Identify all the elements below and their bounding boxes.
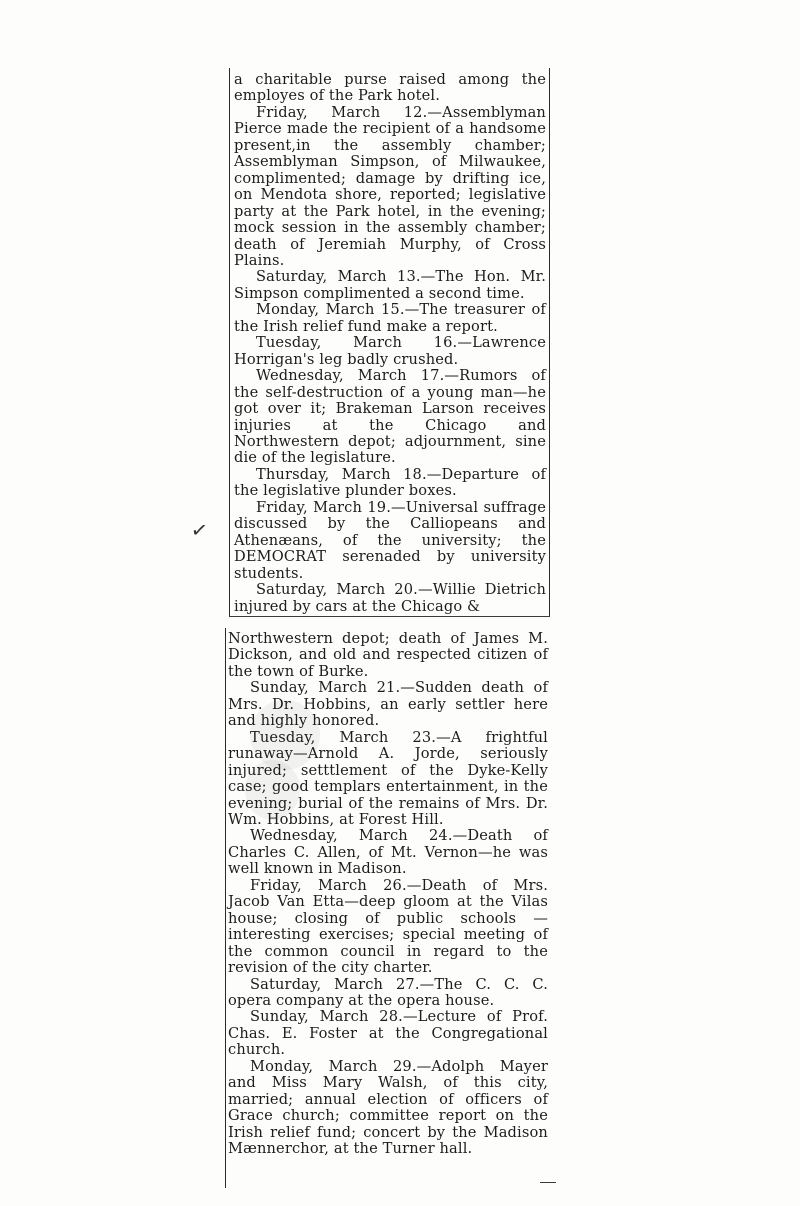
clipping-paragraph: Northwestern depot; death of James M. Dickson, and old and respected citizen of the town of Burke. xyxy=(228,630,548,680)
clipping-paragraph: Tuesday, March 16.—Lawrence Horrigan's leg badly crushed. xyxy=(234,334,546,368)
clipping-paragraph: Wednesday, March 24.—Death of Charles C. Allen, of Mt. Vernon—he was well known in Madison. xyxy=(228,827,548,878)
clipping-paragraph: Friday, March 12.—Assemblyman Pierce made the recipient of a handsome present,in the assembly chamber; Assemblyman Simpson, of Milwaukee, complimented; damage by drifting ice, on Mendota shore, reported; legislative party at the Park hotel, in the evening; mock session in the assembly chamber; death of Jeremiah Murphy, of Cross Plains. xyxy=(234,103,546,269)
handwritten-check-mark: ✓ xyxy=(189,516,210,544)
clipping-paragraph: Wednesday, March 17.—Rumors of the self-destruction of a young man—he got over it; Brakeman Larson receives injuries at the Chicago and Northwestern depot; adjournment, sine die of the legislature. xyxy=(234,367,546,467)
top-clipping-left-edge xyxy=(229,68,230,616)
clipping-paragraph: Sunday, March 21.—Sudden death of Mrs. Dr. Hobbins, an early settler here and highly honored. xyxy=(228,679,548,730)
clipping-paragraph: Saturday, March 13.—The Hon. Mr. Simpson complimented a second time. xyxy=(234,268,546,302)
clipping-paragraph: Sunday, March 28.—Lecture of Prof. Chas. E. Foster at the Congregational church. xyxy=(228,1008,548,1059)
clipping-paragraph: Friday, March 19.—Universal suffrage discussed by the Calliopeans and Athenæans, of the university; the DEMOCRAT serenaded by university students. xyxy=(234,498,546,582)
clipping-paragraph: Monday, March 29.—Adolph Mayer and Miss Mary Walsh, of this city, married; annual election of officers of Grace church; committee report on the Irish relief fund; concert by the Madison Mænnerchor, at the Turner hall. xyxy=(228,1057,548,1158)
clipping-paragraph: Monday, March 15.—The treasurer of the Irish relief fund make a report. xyxy=(234,301,546,335)
clipping-paragraph: Tuesday, March 23.—A frightful runaway—Arnold A. Jorde, seriously injured; setttlement of the Dyke-Kelly case; good templars entertainment, in the evening; burial of the remains of Mrs. Dr. Wm. Hobbins, at Forest Hill. xyxy=(228,728,548,828)
clipping-paragraph: Saturday, March 20.—Willie Dietrich injured by cars at the Chicago & xyxy=(234,581,546,615)
top-clipping-bottom-edge xyxy=(229,616,550,617)
clipping-paragraph: Friday, March 26.—Death of Mrs. Jacob Van Etta—deep gloom at the Vilas house; closing of public schools —interesting exercises; special meeting of the common council in regard to the revision of the city charter. xyxy=(228,876,548,977)
clipping-paragraph: Saturday, March 27.—The C. C. C. opera company at the opera house. xyxy=(228,975,548,1009)
bottom-clipping xyxy=(228,631,548,1158)
top-clipping-right-edge xyxy=(549,68,550,616)
bottom-clipping-bottom-edge xyxy=(540,1182,556,1183)
top-clipping xyxy=(234,72,546,615)
clipping-paragraph: a charitable purse raised among the employes of the Park hotel. xyxy=(234,71,546,105)
clipping-paragraph: Thursday, March 18.—Departure of the legislative plunder boxes. xyxy=(234,465,546,500)
bottom-clipping-left-edge xyxy=(225,628,226,1188)
